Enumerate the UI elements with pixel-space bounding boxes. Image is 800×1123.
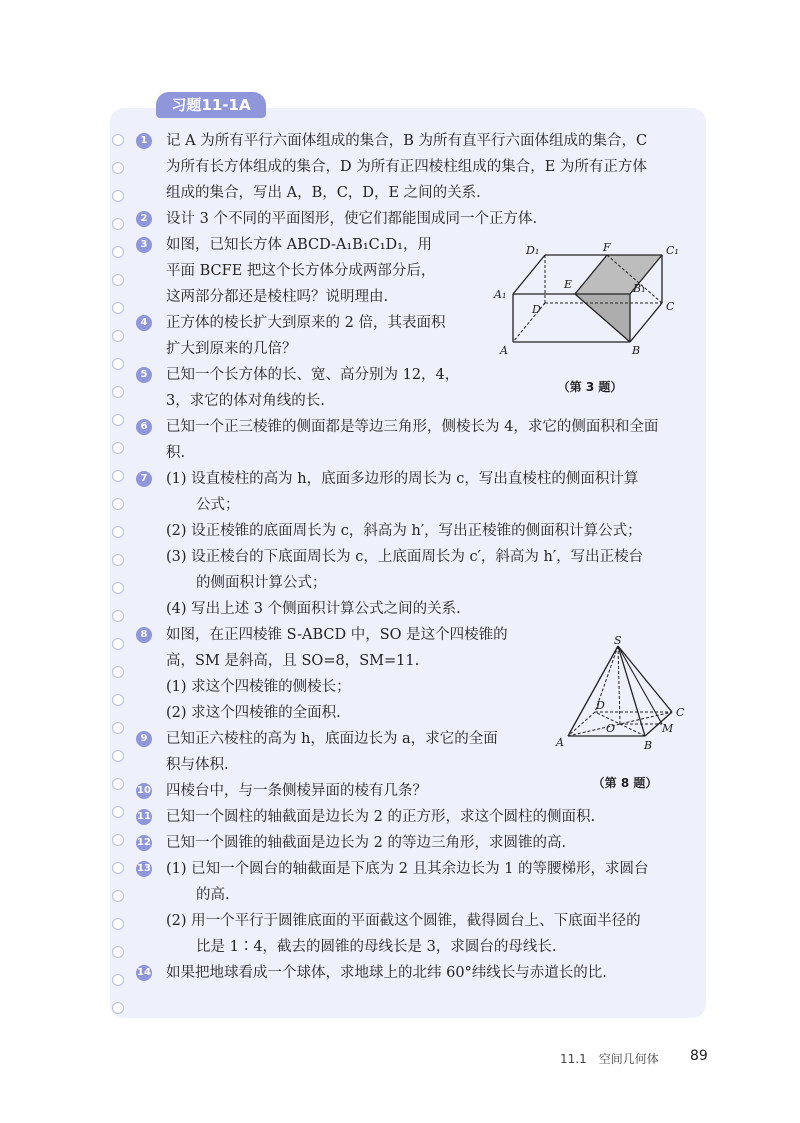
label-E: E [564, 278, 573, 291]
problem-number: 14 [136, 965, 152, 981]
problem-7 [136, 466, 696, 622]
problem-4 [136, 310, 486, 362]
label-C: C [676, 706, 685, 719]
label-B1: B₁ [633, 282, 646, 295]
problem-8 [136, 622, 586, 726]
label-A1: A₁ [494, 288, 507, 301]
label-B: B [632, 344, 641, 357]
subquestion: 比是 1∶4，截去的圆锥的母线长是 3，求圆台的母线长. [196, 939, 557, 955]
problem-13 [136, 856, 696, 960]
label-A: A [556, 736, 564, 749]
problem-text: 已知一个圆柱的轴截面是边长为 2 的正方形，求这个圆柱的侧面积. [166, 809, 596, 825]
label-C1: C₁ [666, 244, 679, 257]
label-F: F [603, 241, 611, 254]
problem-text: 组成的集合，写出 A，B，C，D，E 之间的关系. [166, 185, 481, 201]
problem-14 [136, 960, 696, 986]
figure-3-caption: （第 3 题） [557, 380, 623, 394]
problem-number: 2 [136, 211, 152, 227]
label-D: D [596, 699, 605, 712]
subquestion: (1) 求这个四棱锥的侧棱长； [166, 679, 351, 695]
problem-5 [136, 362, 486, 414]
subquestion: 的高. [196, 887, 230, 903]
problem-number: 10 [136, 783, 152, 799]
label-S: S [614, 636, 622, 647]
label-M: M [662, 722, 674, 735]
label-B: B [644, 739, 653, 752]
problem-text: 已知一个圆锥的轴截面是边长为 2 的等边三角形，求圆锥的高. [166, 835, 567, 851]
problem-text: 高，SM 是斜高，且 SO=8，SM=11. [166, 653, 420, 669]
problem-text: 积. [166, 445, 186, 461]
problem-number: 6 [136, 419, 152, 435]
problem-number: 8 [136, 627, 152, 643]
problem-6 [136, 414, 696, 466]
problem-text: 如果把地球看成一个球体，求地球上的北纬 60°纬线长与赤道长的比. [166, 965, 607, 981]
figure-3 [490, 240, 690, 400]
label-C: C [666, 300, 675, 313]
problem-number: 12 [136, 835, 152, 851]
problem-3 [136, 232, 486, 310]
subquestion: (3) 设正棱台的下底面周长为 c，上底面周长为 c′，斜高为 h′，写出正棱台 [166, 549, 644, 565]
section-footer: 11.1 空间几何体 [560, 1052, 659, 1066]
problem-number: 9 [136, 731, 152, 747]
label-O: O [606, 722, 616, 735]
subquestion: (2) 设正棱锥的底面周长为 c，斜高为 h′，写出正棱锥的侧面积计算公式； [166, 523, 642, 539]
problem-number: 7 [136, 471, 152, 487]
cuboid-diagram [490, 240, 690, 370]
problem-text: 四棱台中，与一条侧棱异面的棱有几条？ [166, 783, 427, 799]
problem-number: 4 [136, 315, 152, 331]
problem-text: 扩大到原来的几倍？ [166, 341, 297, 357]
problem-text: 这两部分都还是棱柱吗？说明理由. [166, 289, 389, 305]
subquestion: 的侧面积计算公式； [196, 575, 327, 591]
binder-holes [112, 126, 126, 1016]
problem-number: 13 [136, 861, 152, 877]
problem-text: 已知一个正三棱锥的侧面都是等边三角形，侧棱长为 4，求它的侧面积和全面 [166, 419, 659, 435]
problem-number: 1 [136, 133, 152, 149]
problem-2 [136, 206, 696, 232]
problem-text: 3，求它的体对角线的长. [166, 393, 325, 409]
exercise-tab: 习题11-1A [156, 92, 266, 118]
subquestion: (4) 写出上述 3 个侧面积计算公式之间的关系. [166, 601, 461, 617]
label-D1: D₁ [526, 244, 540, 257]
label-A: A [500, 344, 508, 357]
problem-text: 设计 3 个不同的平面图形，使它们都能围成同一个正方体. [166, 211, 538, 227]
subquestion: 公式； [196, 497, 240, 513]
subquestion: (1) 设直棱柱的高为 h，底面多边形的周长为 c，写出直棱柱的侧面积计算 [166, 471, 639, 487]
subquestion: (2) 求这个四棱锥的全面积. [166, 705, 341, 721]
problem-text: 如图，在正四棱锥 S-ABCD 中，SO 是这个四棱锥的 [166, 627, 508, 643]
problem-12 [136, 830, 696, 856]
problem-text: 记 A 为所有平行六面体组成的集合，B 为所有直平行六面体组成的集合，C [166, 133, 648, 149]
problem-number: 3 [136, 237, 152, 253]
problem-1 [136, 128, 696, 206]
page-number: 89 [690, 1048, 708, 1064]
figure-8-caption: （第 8 题） [592, 776, 658, 790]
problem-text: 已知一个长方体的长、宽、高分别为 12，4， [166, 367, 460, 383]
problem-number: 11 [136, 809, 152, 825]
problem-text: 正方体的棱长扩大到原来的 2 倍，其表面积 [166, 315, 446, 331]
label-D: D [532, 303, 541, 316]
subquestion: (2) 用一个平行于圆锥底面的平面截这个圆锥，截得圆台上、下底面半径的 [166, 913, 641, 929]
pyramid-diagram [550, 636, 700, 756]
problem-number: 5 [136, 367, 152, 383]
figure-8 [550, 636, 700, 816]
problem-text: 如图，已知长方体 ABCD-A₁B₁C₁D₁，用 [166, 237, 432, 253]
problem-text: 已知正六棱柱的高为 h，底面边长为 a，求它的全面 [166, 731, 498, 747]
subquestion: (1) 已知一个圆台的轴截面是下底为 2 且其余边长为 1 的等腰梯形，求圆台 [166, 861, 649, 877]
problem-text: 积与体积. [166, 757, 229, 773]
problem-text: 为所有长方体组成的集合，D 为所有正四棱柱组成的集合，E 为所有正方体 [166, 159, 647, 175]
problem-text: 平面 BCFE 把这个长方体分成两部分后， [166, 263, 436, 279]
